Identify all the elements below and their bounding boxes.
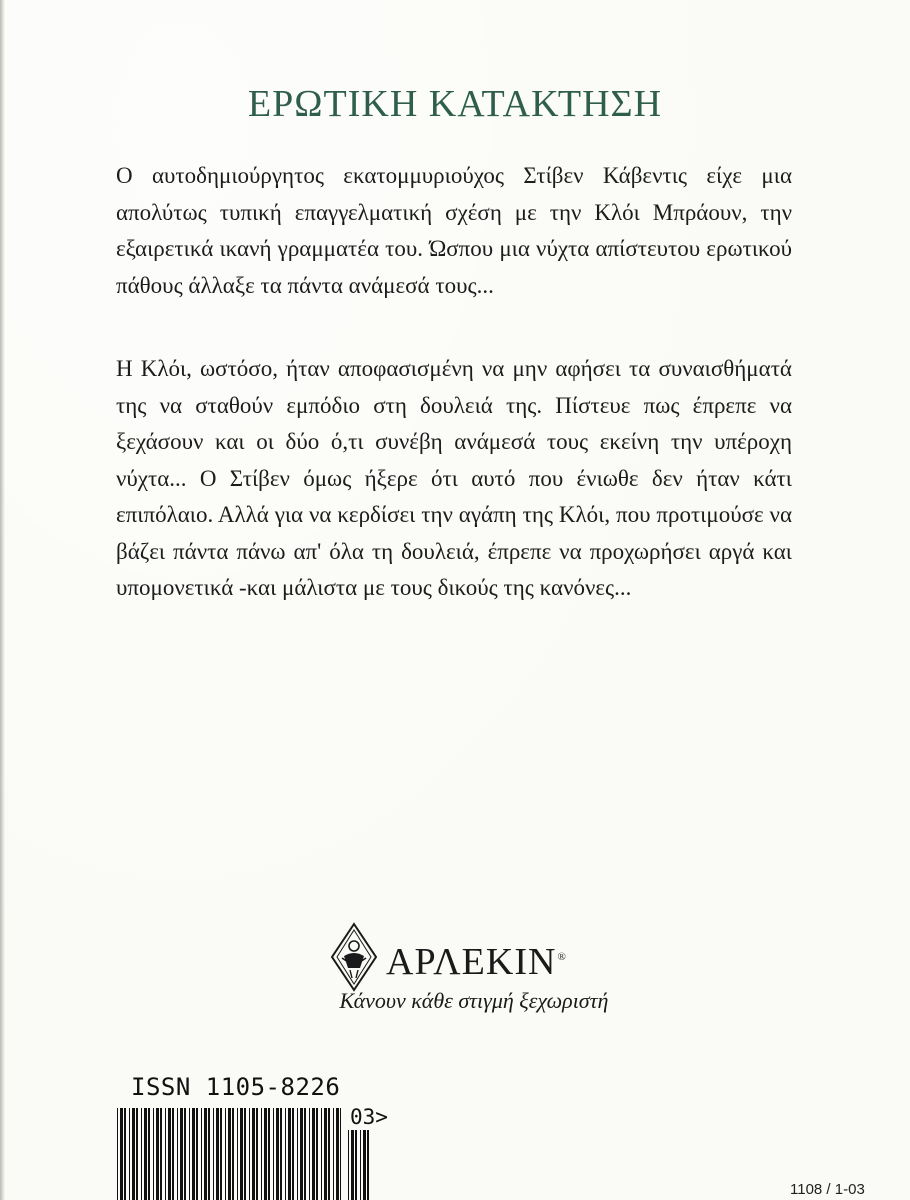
synopsis-paragraph-1: Ο αυτοδημιούργητος εκατομμυριούχος Στίβεν Κάβεντις είχε μια απολύτως τυπική επαγγελματική σχέση με την Κλόι Μπράουν, την εξαιρετικά ικανή γραμματέα του. Ώσπου μια νύχτα απίστευτου ερωτικού πάθους άλλαξε τα πάντα ανάμεσά τους... (116, 163, 792, 298)
barcode-addon-label: 03> (350, 1105, 388, 1129)
barcode-bar (141, 1108, 142, 1200)
barcode-bar (237, 1108, 238, 1200)
barcode-bar (261, 1108, 262, 1200)
catalog-code: 1108 / 1-03 (790, 1181, 865, 1198)
barcode-bar (336, 1108, 339, 1200)
barcode-bar (360, 1130, 361, 1200)
barcode-bar (201, 1108, 202, 1200)
barcode-bar (184, 1108, 186, 1200)
barcode-bar (328, 1108, 330, 1200)
barcode-bar (285, 1108, 286, 1200)
barcode-bar (355, 1130, 357, 1200)
barcode-bar (232, 1108, 234, 1200)
publisher-tagline: Κάνουν κάθε στιγμή ξεχωριστή (339, 988, 609, 1013)
barcode-bar (249, 1108, 250, 1200)
synopsis-paragraph-2: Η Κλόι, ωστόσο, ήταν αποφασισμένη να μην αφήσει τα συναισθήματά της να σταθούν εμπόδιο στη δουλειά της. Πίστευε πως έπρεπε να ξεχάσουν και οι δύο ό,τι συνέβη ανάμεσά τους εκείνη την υπέροχη νύχτα... Ο Στίβεν όμως ήξερε ότι αυτό που ένιωθε δεν ήταν κάτι επιπόλαιο. Αλλά για να κερδίσει την αγάπη της Κλόι, που προτιμούσε να βάζει πάντα πάνω απ' όλα τη δουλειά, έπρεπε να προχωρήσει αργά και υπομονετικά -και μάλιστα με τους δικούς της κανόνες... (116, 356, 792, 600)
barcode-bar (124, 1108, 126, 1200)
barcode-bar (196, 1108, 198, 1200)
barcode-bar (268, 1108, 270, 1200)
barcode-bar (204, 1108, 207, 1200)
barcode-bar (276, 1108, 279, 1200)
barcode-bar (273, 1108, 274, 1200)
barcode-bar (264, 1108, 267, 1200)
barcode-bar (316, 1108, 318, 1200)
barcode-bar (228, 1108, 231, 1200)
barcode-bar (252, 1108, 255, 1200)
barcode-bar (321, 1108, 322, 1200)
addon-barcode (348, 1130, 370, 1200)
publisher-name: ΑΡΛΕΚΙΝ (386, 941, 557, 983)
barcode-bar (144, 1108, 147, 1200)
barcode-bar (168, 1108, 171, 1200)
barcode-bar (172, 1108, 174, 1200)
barcode-bar (165, 1108, 166, 1200)
barcode-bar (189, 1108, 190, 1200)
barcode-bar (160, 1108, 162, 1200)
harlequin-diamond-logo-icon (330, 922, 378, 992)
publisher-name-block (386, 940, 567, 984)
barcode-bar (240, 1108, 243, 1200)
barcode-bar (177, 1108, 178, 1200)
barcode-bar (309, 1108, 310, 1200)
barcode-bar (208, 1108, 210, 1200)
barcode-bar (348, 1130, 349, 1200)
barcode-bar (220, 1108, 222, 1200)
publisher-logo (330, 922, 567, 992)
barcode-bar (280, 1108, 282, 1200)
issn-label: ISSN 1105-8226 (131, 1073, 341, 1101)
barcode-bar (300, 1108, 303, 1200)
barcode-bar (213, 1108, 214, 1200)
barcode-bar (129, 1108, 130, 1200)
barcode-bar (120, 1108, 123, 1200)
barcode-bar (225, 1108, 226, 1200)
barcode-bar (132, 1108, 135, 1200)
barcode-bar (216, 1108, 219, 1200)
barcode-bar (333, 1108, 334, 1200)
barcode-bar (192, 1108, 195, 1200)
barcode-bar (324, 1108, 327, 1200)
barcode-bar (136, 1108, 138, 1200)
book-title: ΕΡΩΤΙΚΗ ΚΑΤΑΚΤΗΣΗ (247, 83, 663, 125)
page-edge-shadow (0, 0, 5, 1200)
issn-barcode (117, 1108, 341, 1200)
barcode-bar (367, 1130, 369, 1200)
barcode-bar (153, 1108, 154, 1200)
barcode-bar (363, 1130, 366, 1200)
registered-mark: ® (557, 951, 567, 964)
barcode-bar (304, 1108, 306, 1200)
barcode-bar (288, 1108, 291, 1200)
barcode-bar (244, 1108, 246, 1200)
barcode-bar (297, 1108, 298, 1200)
barcode-bar (180, 1108, 183, 1200)
barcode-bar (340, 1108, 341, 1200)
barcode-bar (292, 1108, 294, 1200)
barcode-bar (256, 1108, 258, 1200)
barcode-bar (117, 1108, 118, 1200)
barcode-bar (148, 1108, 150, 1200)
barcode-bar (312, 1108, 315, 1200)
barcode-bar (351, 1130, 354, 1200)
barcode-bar (156, 1108, 159, 1200)
